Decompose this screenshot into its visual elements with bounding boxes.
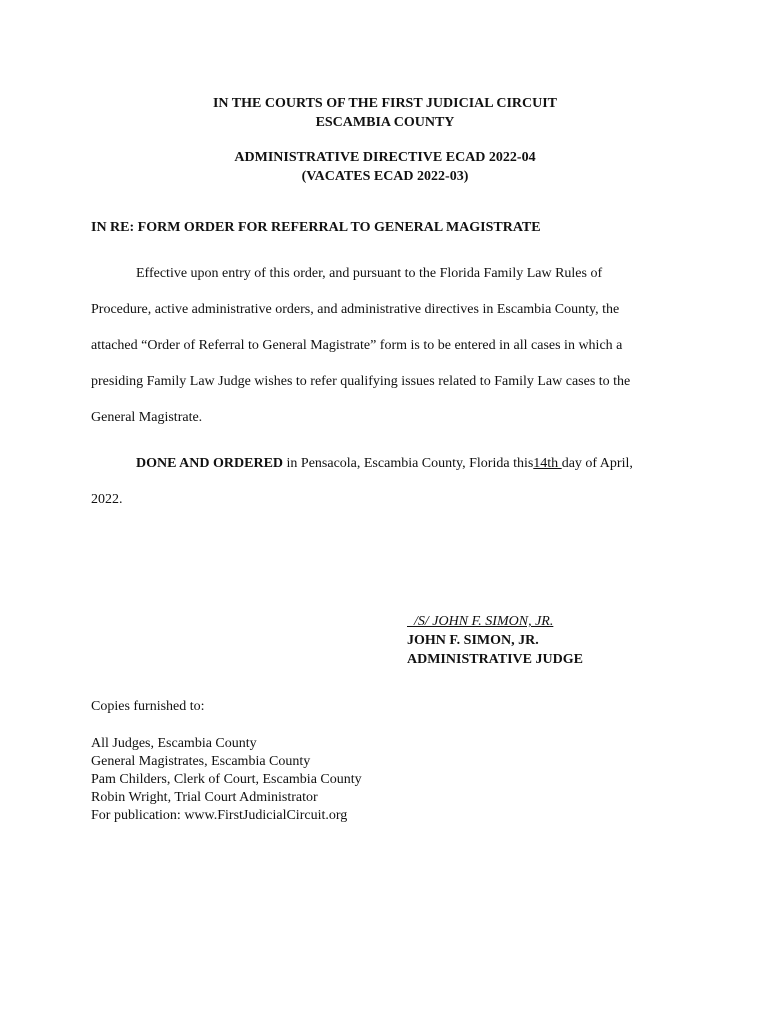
court-name: IN THE COURTS OF THE FIRST JUDICIAL CIRCUIT — [212, 96, 558, 111]
done-month-text: day of April, — [561, 456, 633, 471]
judge-name: JOHN F. SIMON, JR. — [407, 633, 539, 648]
signature-text: /S/ JOHN F. SIMON, JR. — [414, 614, 554, 629]
done-location-text: in Pensacola, Escambia County, Florida this — [283, 456, 534, 471]
paragraph-line: Effective upon entry of this order, and pursuant to the Florida Family Law Rules of — [136, 266, 603, 281]
paragraph-line: General Magistrate. — [91, 410, 203, 425]
county-name: ESCAMBIA COUNTY — [315, 115, 455, 130]
done-day: 14th — [533, 456, 562, 471]
recipient-item: Robin Wright, Trial Court Administrator — [91, 790, 318, 805]
done-line — [91, 446, 683, 482]
recipient-item: For publication: www.FirstJudicialCircuit.org — [91, 808, 348, 823]
paragraph-line: attached “Order of Referral to General Magistrate” form is to be entered in all cases in which a — [91, 338, 623, 353]
done-and-ordered-label: DONE AND ORDERED — [136, 456, 284, 471]
copies-furnished-label: Copies furnished to: — [91, 699, 205, 714]
done-and-ordered-paragraph — [91, 446, 683, 518]
court-heading — [0, 94, 770, 132]
order-paragraph — [91, 256, 683, 436]
vacates-note: (VACATES ECAD 2022-03) — [301, 169, 469, 184]
copies-recipient-list — [91, 735, 362, 825]
recipient-item: Pam Childers, Clerk of Court, Escambia County — [91, 772, 362, 787]
directive-heading — [0, 148, 770, 186]
signature-block — [407, 612, 650, 669]
recipient-item: All Judges, Escambia County — [91, 736, 257, 751]
recipient-item: General Magistrates, Escambia County — [91, 754, 311, 769]
paragraph-line: Procedure, active administrative orders, and administrative directives in Escambia County, the — [91, 302, 620, 317]
in-re-title: IN RE: FORM ORDER FOR REFERRAL TO GENERAL MAGISTRATE — [91, 220, 541, 235]
judge-title: ADMINISTRATIVE JUDGE — [407, 652, 583, 667]
electronic-signature — [407, 612, 650, 631]
paragraph-line: presiding Family Law Judge wishes to refer qualifying issues related to Family Law cases to the — [91, 374, 631, 389]
directive-number: ADMINISTRATIVE DIRECTIVE ECAD 2022-04 — [234, 150, 536, 165]
done-year: 2022. — [91, 492, 123, 507]
